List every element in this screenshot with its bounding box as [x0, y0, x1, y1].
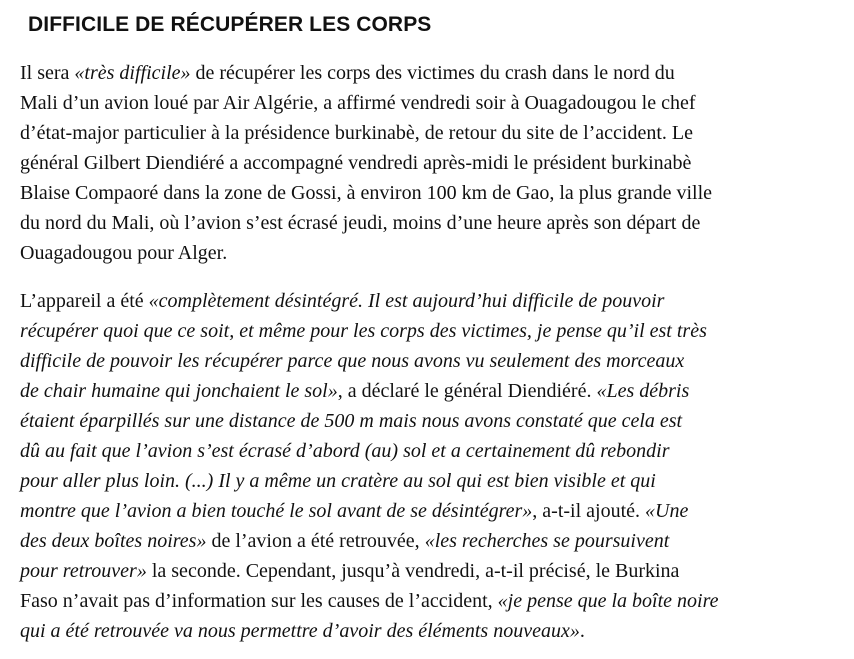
quote-text: montre que l’avion a bien touché le sol avant de se désintégrer» [20, 500, 533, 522]
quote-text: «Une [645, 500, 689, 522]
quote-text: étaient éparpillés sur une distance de 500 m mais nous avons constaté que cela est [20, 410, 683, 432]
quote-text: des deux boîtes noires» [20, 530, 207, 552]
article-headline: DIFFICILE DE RÉCUPÉRER LES CORPS [28, 13, 432, 36]
quote-text: difficile de pouvoir les récupérer parce que nous avons vu seulement des morceaux [20, 350, 685, 372]
quote-text: pour retrouver» [20, 560, 147, 582]
text-line [20, 556, 850, 586]
body-text: Mali d’un avion loué par Air Algérie, a affirmé vendredi soir à Ouagadougou le chef [20, 92, 696, 114]
quote-text: pour aller plus loin. (...) Il y a même un cratère au sol qui est bien visible et qui [20, 470, 656, 492]
text-line [20, 466, 850, 496]
text-line [20, 58, 850, 88]
article-paragraph-1 [20, 58, 850, 268]
text-line [20, 286, 850, 316]
text-line [20, 238, 850, 268]
text-line [20, 178, 850, 208]
quote-text: «je pense que la boîte noire [497, 590, 719, 612]
quote-text: de chair humaine qui jonchaient le sol» [20, 380, 338, 402]
quote-text: qui a été retrouvée va nous permettre d’avoir des éléments nouveaux» [20, 620, 580, 642]
text-line [20, 406, 850, 436]
text-line [20, 118, 850, 148]
body-text: la seconde. Cependant, jusqu’à vendredi, a-t-il précisé, le Burkina [146, 560, 680, 582]
body-text: de l’avion a été retrouvée, [206, 530, 425, 552]
text-line [20, 616, 850, 646]
body-text: , a-t-il ajouté. [532, 500, 646, 522]
body-text: L’appareil a été [20, 290, 149, 312]
quote-text: «les recherches se poursuivent [424, 530, 670, 552]
text-line [20, 496, 850, 526]
text-line [20, 346, 850, 376]
body-text: général Gilbert Diendiéré a accompagné vendredi après-midi le président burkinabè [20, 152, 692, 174]
body-text: . [579, 620, 585, 642]
body-text: de récupérer les corps des victimes du crash dans le nord du [190, 62, 675, 84]
text-line [20, 436, 850, 466]
quote-text: «complètement désintégré. Il est aujourd’hui difficile de pouvoir [148, 290, 665, 312]
text-line [20, 376, 850, 406]
text-line [20, 208, 850, 238]
quote-text: récupérer quoi que ce soit, et même pour les corps des victimes, je pense qu’il est très [20, 320, 707, 342]
body-text: d’état-major particulier à la présidence burkinabè, de retour du site de l’accident. Le [20, 122, 694, 144]
text-line [20, 586, 850, 616]
quote-text: «Les débris [596, 380, 690, 402]
text-line [20, 526, 850, 556]
text-line [20, 148, 850, 178]
body-text: Il sera [20, 62, 75, 84]
article-paragraph-2 [20, 286, 850, 646]
quote-text: «très difficile» [74, 62, 191, 84]
body-text: Blaise Compaoré dans la zone de Gossi, à environ 100 km de Gao, la plus grande ville [20, 182, 713, 204]
text-line [20, 316, 850, 346]
text-line [20, 88, 850, 118]
body-text: Ouagadougou pour Alger. [20, 242, 228, 264]
quote-text: dû au fait que l’avion s’est écrasé d’abord (au) sol et a certainement dû rebondir [20, 440, 670, 462]
body-text: , a déclaré le général Diendiéré. [337, 380, 597, 402]
body-text: du nord du Mali, où l’avion s’est écrasé jeudi, moins d’une heure après son départ de [20, 212, 701, 234]
body-text: Faso n’avait pas d’information sur les causes de l’accident, [20, 590, 498, 612]
